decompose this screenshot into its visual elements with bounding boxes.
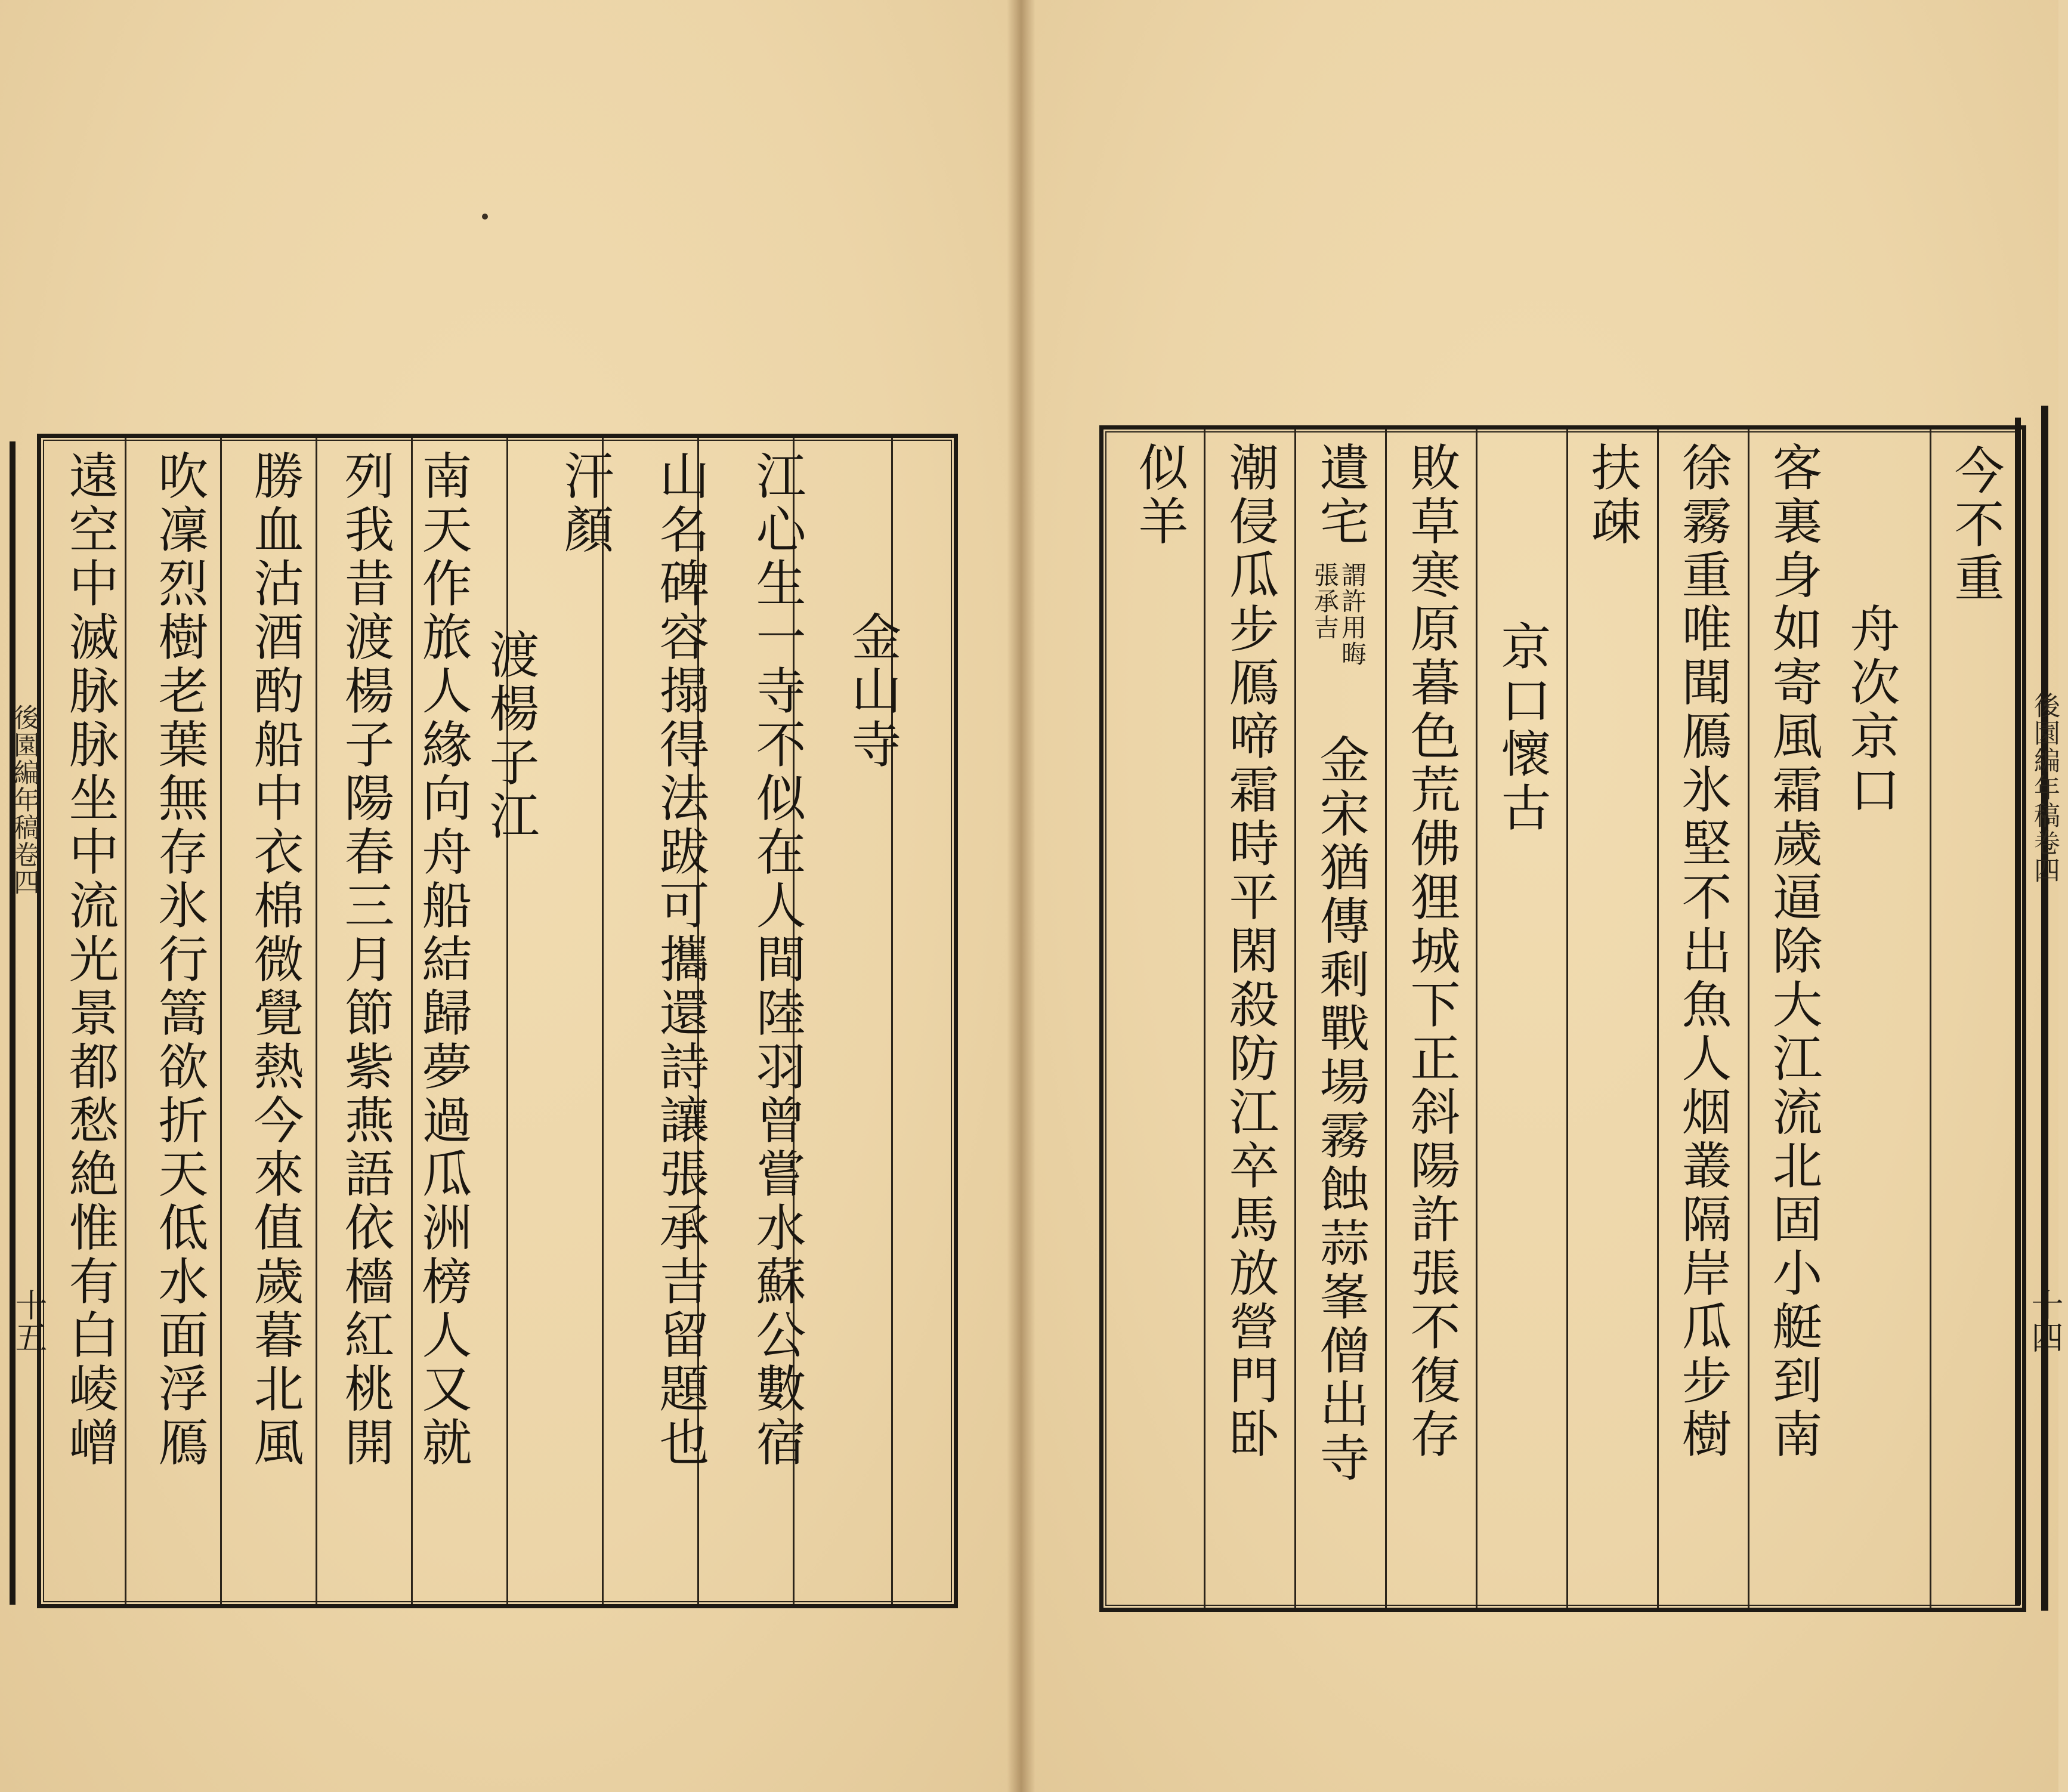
page-number: 十五 [10,1289,48,1353]
poem-line: 潮侵瓜步鴈啼霜時平閑殺防江卒馬放營門卧 [1221,441,1279,1462]
column-rule [1476,430,1477,1608]
column-rule [1930,430,1931,1608]
poem-line: 山名碑容搨得法跋可攜還詩讓張承吉留題也 [651,450,710,1470]
column-rule [125,438,126,1604]
poem-line: 遺宅 [1312,441,1370,549]
poem-line: 遠空中滅脉脉坐中流光景都愁絶惟有白崚嶒 [61,450,119,1470]
right-fold-edge [2041,406,2048,1611]
right-fold-edge [2015,418,2021,1605]
poem-line: 敗草寒原暮色荒佛狸城下正斜陽許張不復存 [1402,441,1461,1462]
poem-title: 金山寺 [843,611,902,772]
poem-line: 列我昔渡楊子陽春三月節紫燕語依檣紅桃開 [336,450,395,1470]
poem-title: 渡楊子江 [481,629,540,844]
book-gutter [1007,0,1035,1792]
annotation: 謂許用晦 [1338,562,1367,667]
column-rule [602,438,604,1604]
poem-title: 舟次京口 [1842,603,1900,817]
column-rule [316,438,317,1604]
ink-spot [482,214,488,220]
annotation: 張承吉 [1310,562,1340,641]
column-rule [506,438,508,1604]
left-fold-edge [10,441,16,1605]
column-rule [1657,430,1659,1608]
left-text-frame [37,434,958,1608]
poem-line: 江心生一寺不似在人間陸羽曾嘗水蘇公數宿 [748,450,806,1470]
fold-label: 後園編年稿卷四 [9,704,39,896]
column-rule [1294,430,1296,1608]
right-text-frame [1099,425,2026,1612]
poem-line: 南天作旅人緣向舟船結歸夢過瓜洲榜人又就 [414,450,472,1470]
fold-label: 後園編年稿卷四 [2029,692,2060,884]
column-rule [220,438,222,1604]
column-rule [1385,430,1387,1608]
column-rule [411,438,413,1604]
poem-line: 吹凜烈樹老葉無存氷行篙欲折天低水面浮鴈 [150,450,209,1470]
column-rule [1566,430,1568,1608]
poem-line: 扶疎 [1583,441,1642,549]
page-number: 十四 [2026,1289,2064,1353]
poem-title: 京口懷古 [1493,620,1551,835]
poem-line: 汗顏 [556,450,614,557]
poem-line: 金宋猶傳剩戰場霧蝕蒜峯僧出寺 [1312,734,1370,1485]
poem-line: 似羊 [1130,441,1189,549]
poem-line: 勝血沽酒酌船中衣棉微覺熱今來值歲暮北風 [246,450,304,1470]
column-rule [1204,430,1205,1608]
poem-line: 客裏身如寄風霜歲逼除大江流北固小艇到南 [1764,441,1823,1462]
poem-line: 徐霧重唯聞鴈氷堅不出魚人烟叢隔岸瓜步樹 [1674,441,1732,1462]
head-line: 今不重 [1946,444,2005,605]
column-rule [1748,430,1749,1608]
